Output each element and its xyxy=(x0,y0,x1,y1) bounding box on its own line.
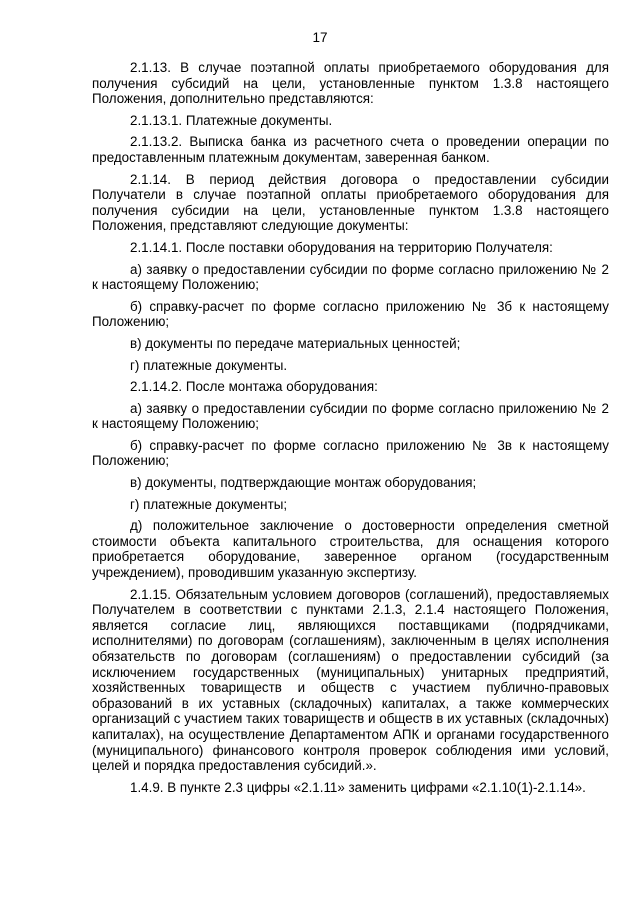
page-number: 17 xyxy=(312,30,328,45)
paragraph-1-4-9: 1.4.9. В пункте 2.3 цифры «2.1.11» заменить цифрами «2.1.10(1)-2.1.14». xyxy=(130,779,586,795)
paragraph-2-1-14: 2.1.14. В период действия договора о предоставлении субсидии Получатели в случае поэтапной оплаты приобретаемого оборудования для получения субсидии на цели, установленные пунктом 1.3.8 настоящего Положения, представляют следующие документы: xyxy=(92,171,609,234)
paragraph-2-1-14-1: 2.1.14.1. После поставки оборудования на территорию Получателя: xyxy=(130,239,553,255)
document-body xyxy=(92,60,609,801)
paragraph-2-1-13-2: 2.1.13.2. Выписка банка из расчетного счета о проведении операции по предоставленным платежным документам, заверенная банком. xyxy=(92,134,609,165)
paragraph-2-1-15: 2.1.15. Обязательным условием договоров (соглашений), предоставляемых Получателем в соответствии с пунктами 2.1.3, 2.1.4 настоящего Положения, является согласие лиц, являющихся поставщиками (подрядчиками, исполнителями) по договорам (соглашениям), заключенным в целях исполнения обязательств по договорам (соглашениям) о предоставлении субсидий (за исключением государственных (муниципальных) унитарных предприятий, хозяйственных товариществ и обществ с участием публично-правовых образований в их уставных (складочных) капиталах, а также коммерческих организаций с участием таких товариществ и обществ в их уставных (складочных) капиталах), на осуществление Департаментом АПК и органами государственного (муниципального) финансового контроля проверок соблюдения ими условий, целей и порядка предоставления субсидий.». xyxy=(92,586,609,774)
list-item-v-1: в) документы по передаче материальных ценностей; xyxy=(130,335,461,351)
list-item-a-2: а) заявку о предоставлении субсидии по форме согласно приложению № 2 к настоящему Положению; xyxy=(92,400,609,432)
list-item-b-2: б) справку-расчет по форме согласно приложению № 3в к настоящему Положению; xyxy=(92,437,609,469)
list-item-b-1: б) справку-расчет по форме согласно приложению № 3б к настоящему Положению; xyxy=(92,298,609,330)
paragraph-2-1-14-2: 2.1.14.2. После монтажа оборудования: xyxy=(130,379,378,395)
paragraph-2-1-13: 2.1.13. В случае поэтапной оплаты приобретаемого оборудования для получения субсидий на цели, установленные пунктом 1.3.8 настоящего Положения, дополнительно представляются: xyxy=(92,60,609,107)
list-item-a-1: а) заявку о предоставлении субсидии по форме согласно приложению № 2 к настоящему Положению; xyxy=(92,261,609,293)
list-item-g-2: г) платежные документы; xyxy=(130,496,288,512)
list-item-d-2: д) положительное заключение о достоверности определения сметной стоимости объекта капитального строительства, для оснащения которого приобретается оборудование, заверенное органом (государственным учреждением), проводившим указанную экспертизу. xyxy=(92,518,609,581)
list-item-v-2: в) документы, подтверждающие монтаж оборудования; xyxy=(130,475,477,491)
paragraph-2-1-13-1: 2.1.13.1. Платежные документы. xyxy=(130,112,333,128)
list-item-g-1: г) платежные документы. xyxy=(130,357,288,373)
